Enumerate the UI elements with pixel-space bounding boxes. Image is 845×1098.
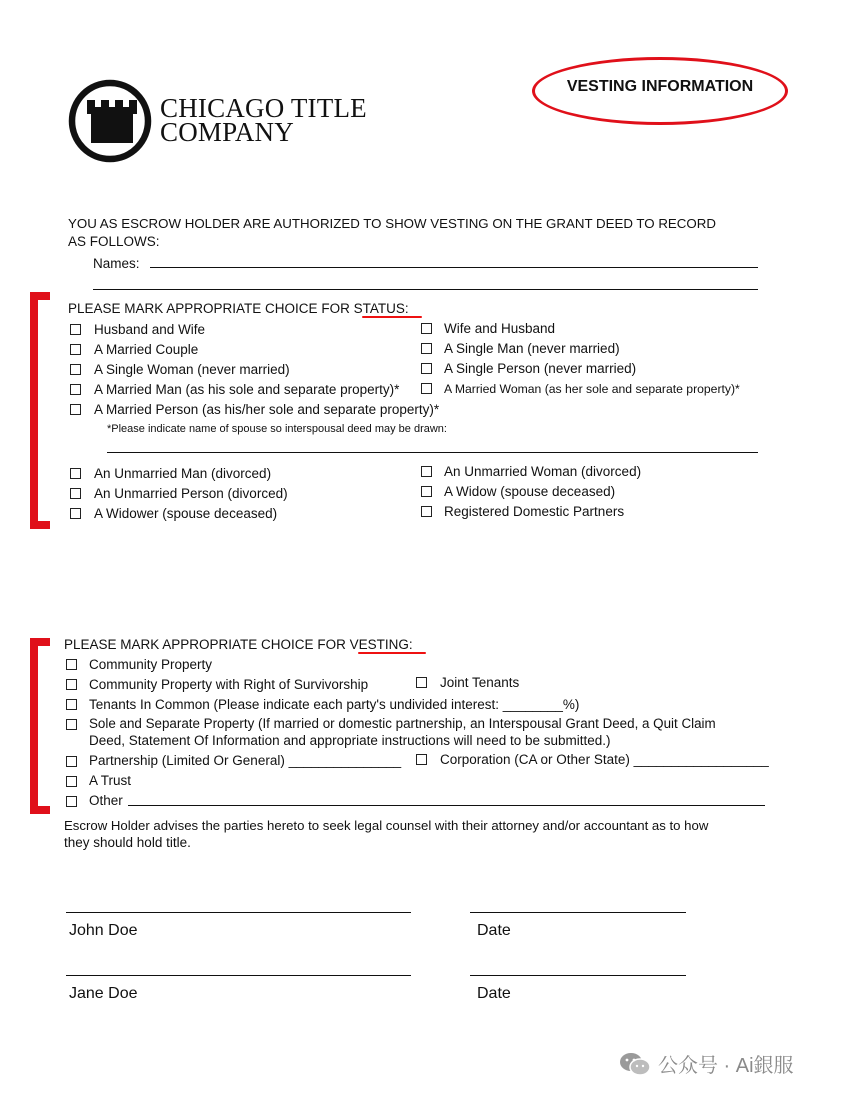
status-checkbox-widow[interactable] [421,486,432,497]
vesting-keyword-underline [358,652,426,654]
status-checkbox-wife-and-husband[interactable] [421,323,432,334]
vesting-heading [64,637,413,653]
names-field-line-1[interactable] [150,267,758,268]
status-heading [68,301,409,317]
spouse-name-field-line[interactable] [107,452,758,453]
intro-line-1: YOU AS ESCROW HOLDER ARE AUTHORIZED TO SHOW VESTING ON THE GRANT DEED TO RECORD [68,216,716,231]
vesting-option-label-continued: Deed, Statement Of Information and appropriate instructions will need to be submitted.) [89,733,611,748]
company-logo [67,78,153,164]
form-title: VESTING INFORMATION [566,78,754,95]
vesting-option-label: Partnership (Limited Or General) _______________ [89,753,402,768]
other-field-line[interactable] [128,805,765,806]
status-keyword-underline [362,316,422,318]
date-line-2[interactable] [470,975,686,976]
castle-tower-icon [67,78,153,164]
status-red-bracket [30,292,50,529]
status-option-label: A Married Person (as his/her sole and separate property)* [94,402,440,417]
advice-line-1: Escrow Holder advises the parties hereto to seek legal counsel with their attorney and/or accountant as to how [64,818,709,833]
status-option-label: An Unmarried Person (divorced) [94,486,288,501]
vesting-option-label: Sole and Separate Property (If married or domestic partnership, an Interspousal Grant Deed, a Quit Claim [89,716,716,731]
signer-name-1: John Doe [69,922,138,939]
company-name-line1: CHICAGO TITLE [160,93,367,123]
status-checkbox-widower[interactable] [70,508,81,519]
status-option-label: A Widow (spouse deceased) [444,484,616,499]
vesting-option-label: Joint Tenants [440,675,520,690]
vesting-checkbox-trust[interactable] [66,776,77,787]
status-checkbox-single-person[interactable] [421,363,432,374]
company-name-line2: COMPANY [160,117,294,147]
status-heading-keyword: STATUS: [353,301,409,316]
vesting-checkbox-sole-separate[interactable] [66,719,77,730]
status-checkbox-married-man[interactable] [70,384,81,395]
status-checkbox-domestic-partners[interactable] [421,506,432,517]
vesting-option-label: Community Property with Right of Survivorship [89,677,369,692]
intro-line-2: AS FOLLOWS: [68,234,160,249]
status-option-label: An Unmarried Woman (divorced) [444,464,642,479]
spouse-note: *Please indicate name of spouse so interspousal deed may be drawn: [107,423,447,435]
status-option-label: A Single Person (never married) [444,361,637,376]
vesting-checkbox-tenants-in-common[interactable] [66,699,77,710]
status-heading-prefix: PLEASE MARK APPROPRIATE CHOICE FOR [68,301,354,316]
vesting-red-bracket [30,638,50,814]
vesting-option-label: Tenants In Common (Please indicate each party's undivided interest: ________%) [89,697,580,712]
signature-line-1[interactable] [66,912,411,913]
status-option-label: Registered Domestic Partners [444,504,625,519]
vesting-option-label: A Trust [89,773,132,788]
signature-line-2[interactable] [66,975,411,976]
status-option-label: A Single Man (never married) [444,341,620,356]
vesting-checkbox-other[interactable] [66,796,77,807]
vesting-option-label: Other [89,793,123,808]
status-checkbox-single-man[interactable] [421,343,432,354]
watermark [618,1049,794,1078]
status-option-label: A Widower (spouse deceased) [94,506,278,521]
vesting-checkbox-community-survivorship[interactable] [66,679,77,690]
vesting-option-label: Community Property [89,657,213,672]
date-line-1[interactable] [470,912,686,913]
status-checkbox-husband-and-wife[interactable] [70,324,81,335]
date-label-1: Date [477,922,511,939]
vesting-checkbox-community-property[interactable] [66,659,77,670]
advice-line-2: they should hold title. [64,835,191,850]
date-label-2: Date [477,985,511,1002]
names-field-line-2[interactable] [93,289,758,290]
wechat-icon [618,1051,652,1077]
status-checkbox-married-couple[interactable] [70,344,81,355]
status-option-label: A Married Woman (as her sole and separate property)* [444,382,740,396]
status-checkbox-married-woman[interactable] [421,383,432,394]
status-checkbox-unmarried-man[interactable] [70,468,81,479]
company-name [160,93,367,147]
vesting-heading-prefix: PLEASE MARK APPROPRIATE CHOICE FOR [64,637,350,652]
status-option-label: A Single Woman (never married) [94,362,290,377]
status-option-label: An Unmarried Man (divorced) [94,466,272,481]
vesting-checkbox-corporation[interactable] [416,754,427,765]
status-option-label: Husband and Wife [94,322,206,337]
status-checkbox-single-woman[interactable] [70,364,81,375]
status-option-label: A Married Man (as his sole and separate property)* [94,382,400,397]
vesting-option-label: Corporation (CA or Other State) __________________ [440,752,769,767]
vesting-heading-keyword: VESTING: [349,637,413,652]
vesting-checkbox-partnership[interactable] [66,756,77,767]
status-checkbox-unmarried-person[interactable] [70,488,81,499]
names-label: Names: [93,256,140,271]
status-checkbox-married-person[interactable] [70,404,81,415]
watermark-text: 公众号 · Ai銀服 [658,1055,794,1077]
status-checkbox-unmarried-woman[interactable] [421,466,432,477]
status-option-label: Wife and Husband [444,321,556,336]
vesting-checkbox-joint-tenants[interactable] [416,677,427,688]
signer-name-2: Jane Doe [69,985,138,1002]
status-option-label: A Married Couple [94,342,199,357]
